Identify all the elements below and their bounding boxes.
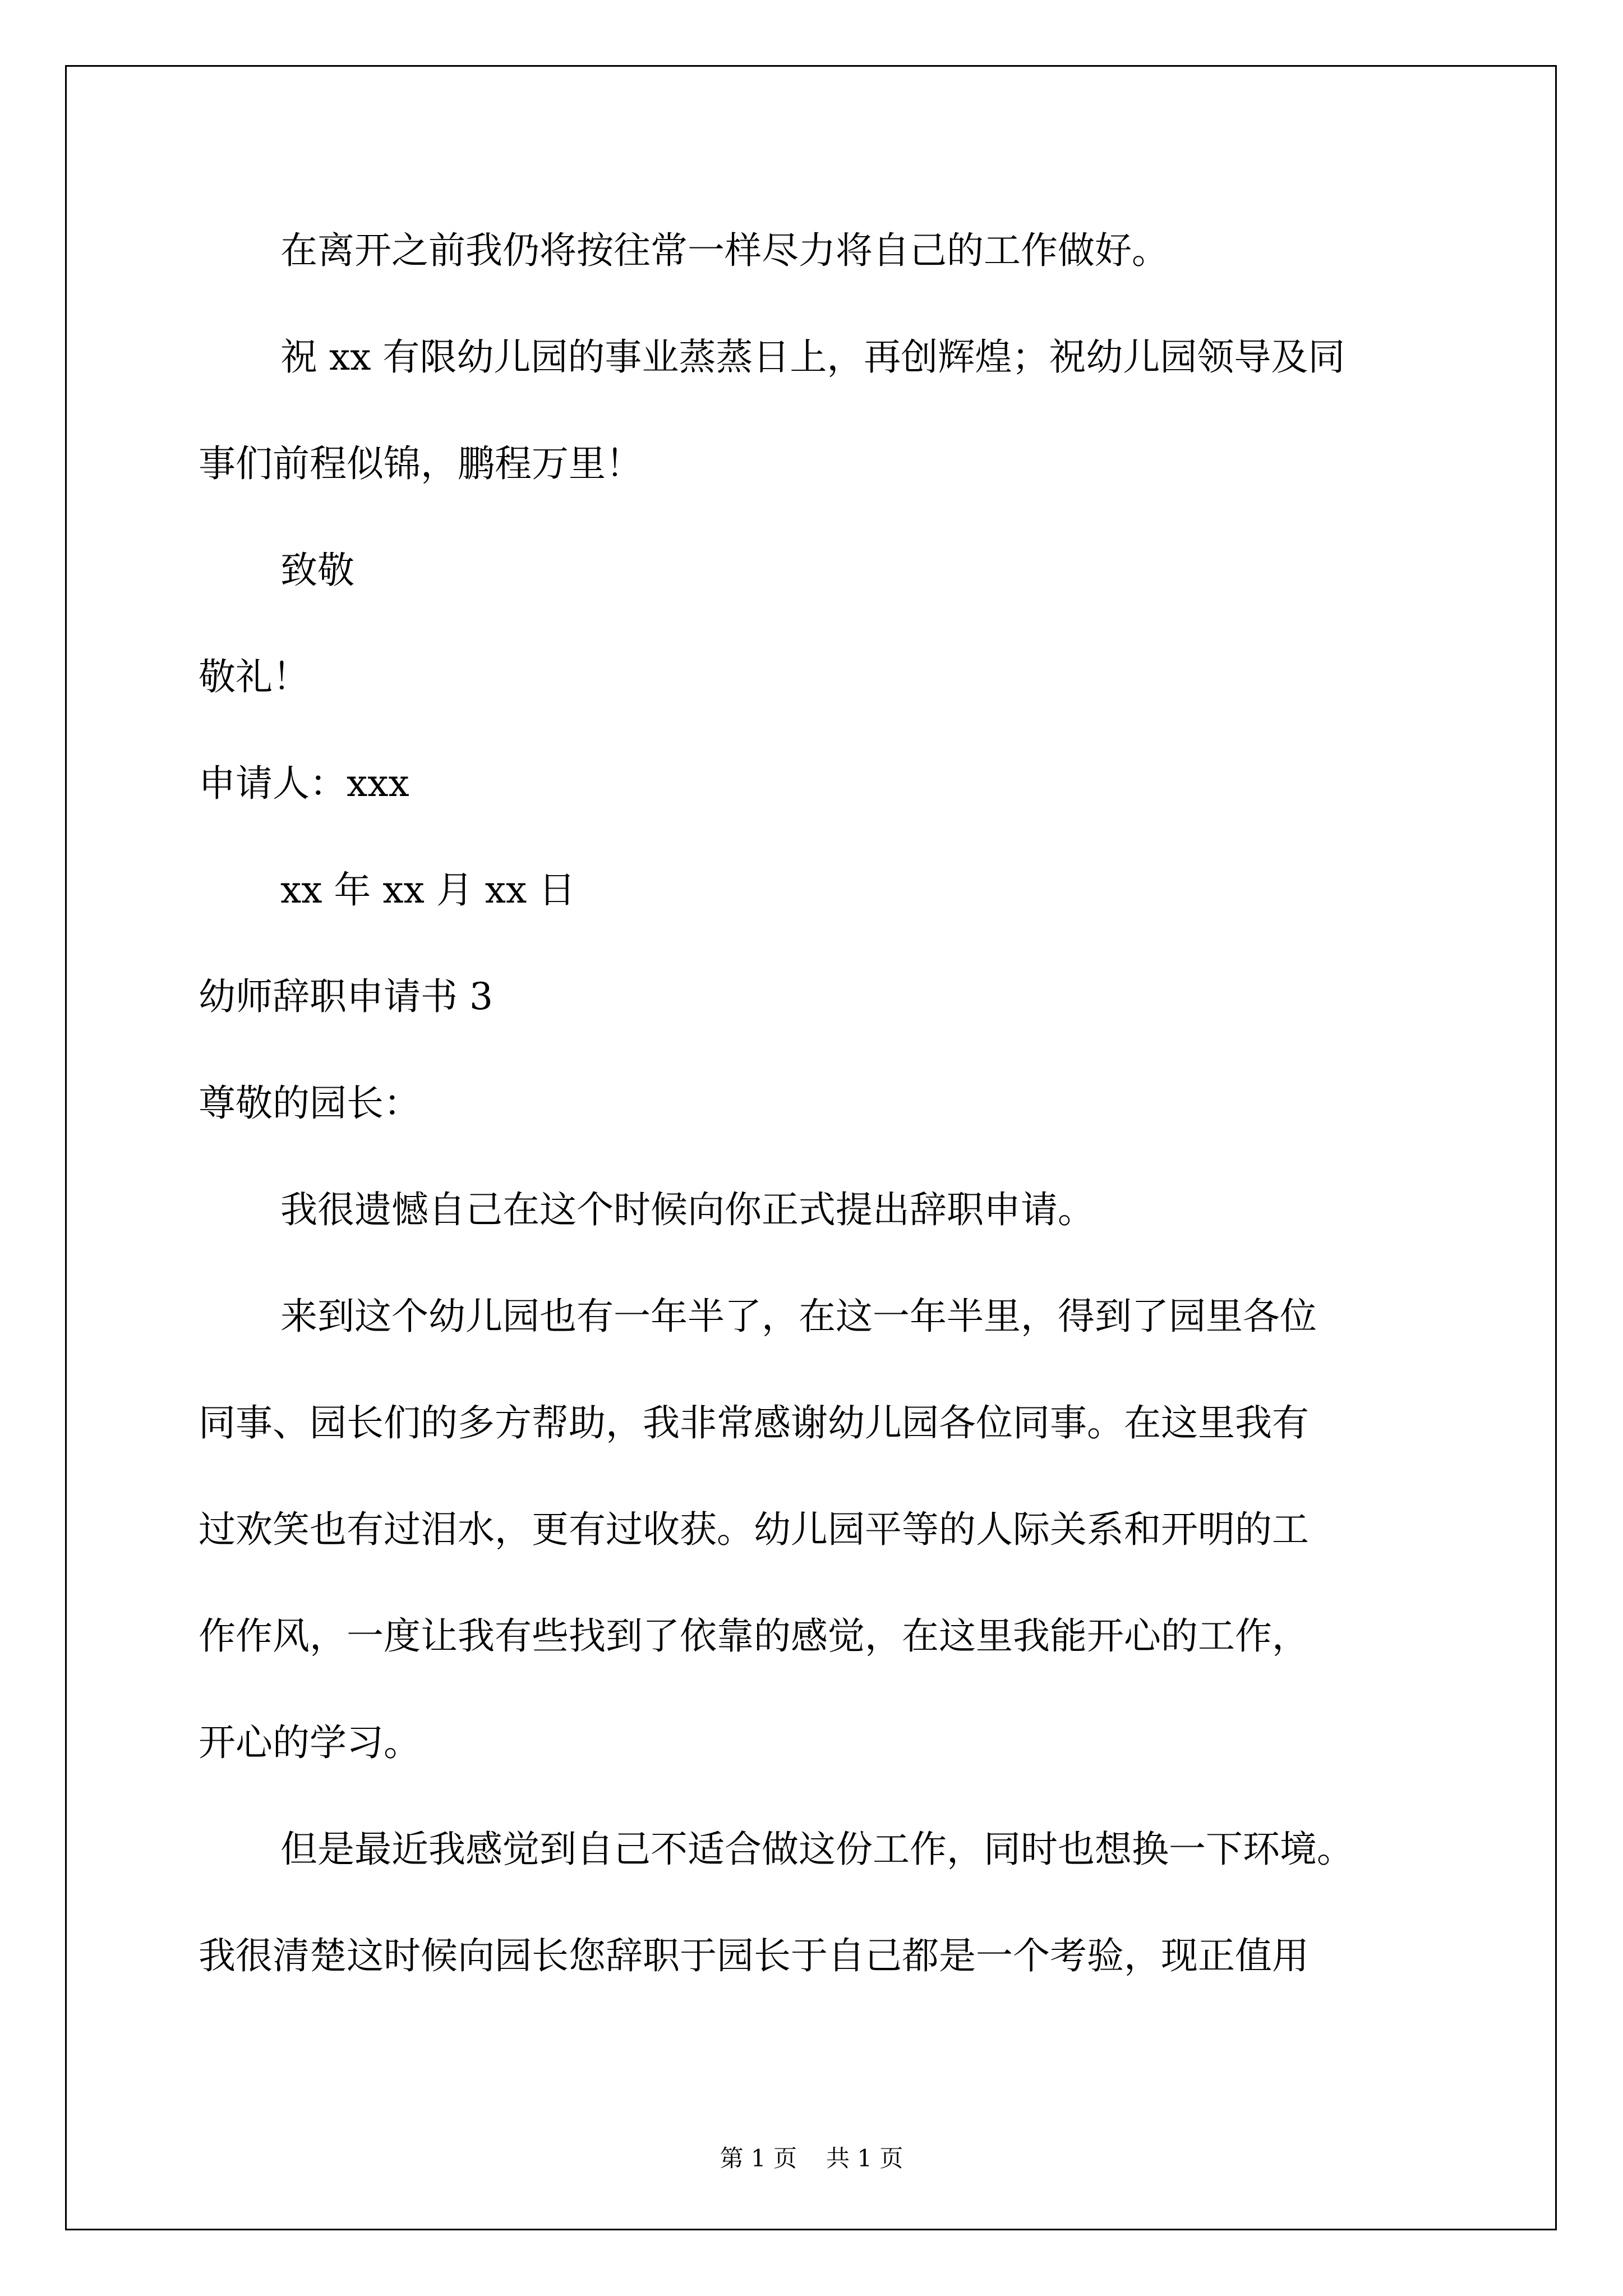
- paragraph-line: 来到这个幼儿园也有一年半了，在这一年半里，得到了园里各位: [280, 1295, 1317, 1338]
- salutation-line: 敬礼！: [199, 655, 310, 698]
- paragraph-line: 我很遗憾自己在这个时候向你正式提出辞职申请。: [280, 1188, 1095, 1231]
- paragraph-line: 事们前程似锦，鹏程万里！: [199, 442, 643, 485]
- date-line: xx 年 xx 月 xx 日: [280, 868, 576, 912]
- page-number: 第 1 页: [720, 2145, 797, 2172]
- paragraph-line: 在离开之前我仍将按往常一样尽力将自己的工作做好。: [280, 229, 1169, 272]
- paragraph-line: 但是最近我感觉到自己不适合做这份工作，同时也想换一下环境。: [280, 1828, 1354, 1871]
- page-total: 共 1 页: [826, 2145, 903, 2172]
- paragraph-line: 开心的学习。: [199, 1721, 421, 1764]
- paragraph-line: 我很清楚这时候向园长您辞职于园长于自己都是一个考验，现正值用: [199, 1934, 1309, 1977]
- page-footer: [0, 2140, 1623, 2174]
- section-title: 幼师辞职申请书 3: [199, 975, 493, 1018]
- paragraph-line: 祝 xx 有限幼儿园的事业蒸蒸日上，再创辉煌；祝幼儿园领导及同: [280, 335, 1345, 379]
- salutation-line: 致敬: [280, 549, 354, 592]
- paragraph-line: 过欢笑也有过泪水，更有过收获。幼儿园平等的人际关系和开明的工: [199, 1508, 1309, 1551]
- applicant-line: 申请人：xxx: [199, 762, 409, 805]
- paragraph-line: 作作风，一度让我有些找到了依靠的感觉，在这里我能开心的工作，: [199, 1614, 1309, 1658]
- paragraph-line: 同事、园长们的多方帮助，我非常感谢幼儿园各位同事。在这里我有: [199, 1401, 1309, 1444]
- page-border: [65, 65, 1557, 2230]
- greeting-line: 尊敬的园长：: [199, 1082, 421, 1125]
